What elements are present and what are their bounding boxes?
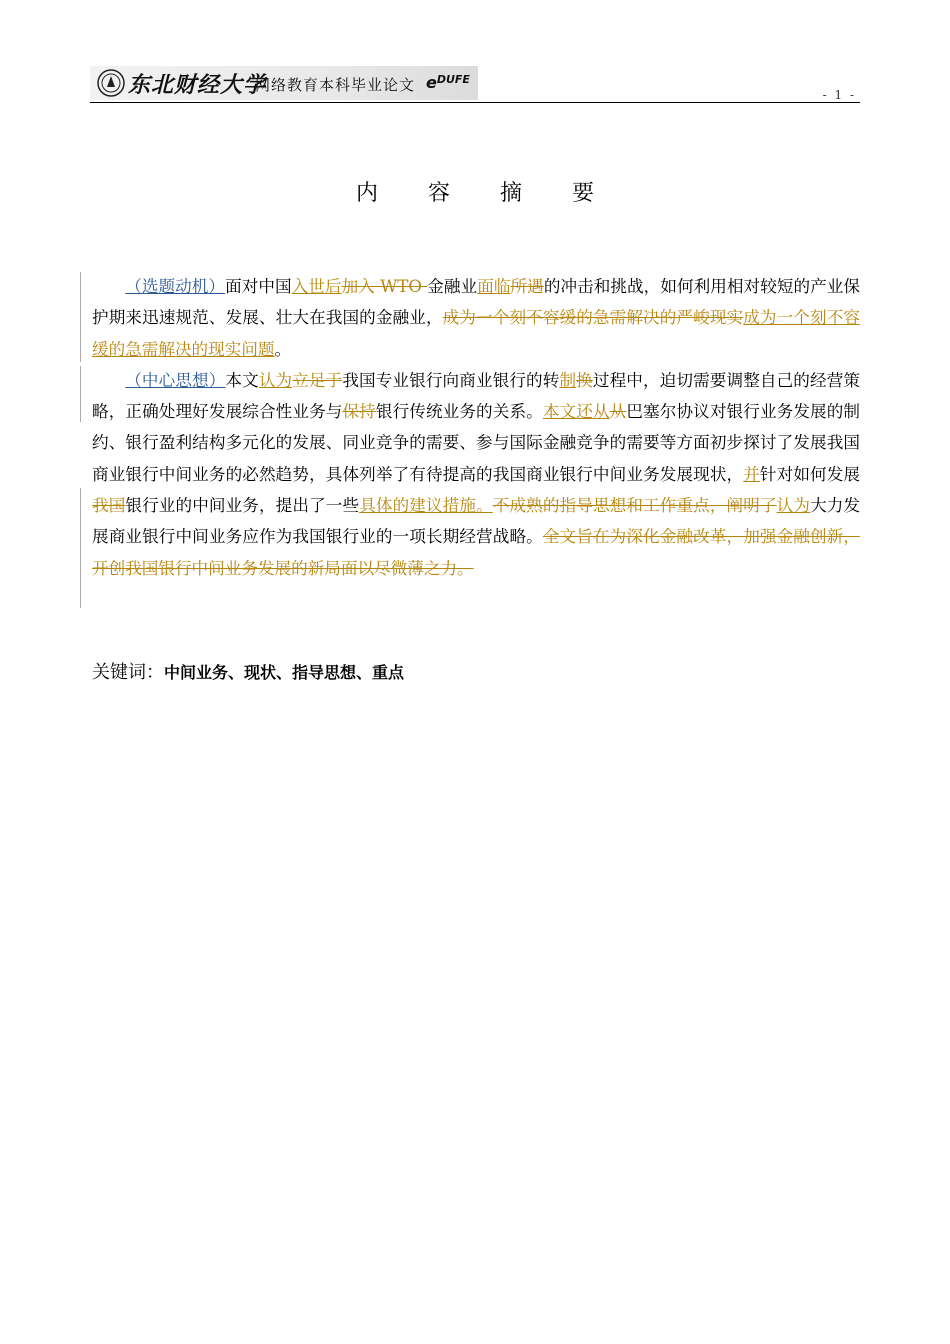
- inserted-text: 成为一个刻不容缓的急需解决的现实问题: [92, 308, 860, 359]
- inserted-text: 认为: [258, 370, 293, 390]
- university-seal-icon: [97, 69, 125, 97]
- body-text: 的冲击和挑战，如何利用相对较短的产业保护期来迅速规范、发展、壮大在我国的金融业，: [92, 277, 861, 328]
- page-header: [90, 66, 860, 102]
- body-text: 巴塞尔协议对银行业务发展的制约、银行盈利结构多元化的发展、同业竞争的需要、参与国际金融竞争的需要等方面初步探讨了发展我国商业银行中间业务的必然趋势，具体列举了有待提高的我国商业银行中间业务发展现状，: [92, 402, 861, 484]
- deleted-text: 立足于: [292, 370, 343, 390]
- thesis-subtitle: 网络教育本科毕业论文: [255, 76, 416, 94]
- title-char: 内: [355, 181, 378, 206]
- page-title: [0, 176, 950, 207]
- body-text: 我国专业银行向商业银行的转: [342, 370, 560, 390]
- deleted-text: 从: [609, 402, 627, 422]
- deleted-text: 加入 WTO: [341, 277, 428, 296]
- deleted-text: 保持: [342, 402, 376, 422]
- change-bar: [80, 488, 81, 608]
- inserted-text: 并: [743, 464, 760, 484]
- deleted-text: 换: [576, 370, 593, 390]
- body-text: 针对如何发展: [759, 464, 861, 484]
- title-char: 容: [427, 181, 450, 206]
- page-number: - 1 -: [822, 88, 856, 102]
- inserted-text: 认为: [776, 496, 811, 516]
- section-label: （选题动机）: [125, 277, 226, 296]
- dufe-logo-text: DUFE: [436, 73, 470, 86]
- body-text: 金融业: [427, 277, 478, 296]
- body-text: 本文: [225, 370, 259, 390]
- inserted-text: 制: [559, 370, 577, 390]
- change-bar: [80, 366, 81, 422]
- deleted-text: 全文旨在为深化金融改革，加强金融创新，开创我国银行中间业务发展的新局面以尽微薄之力。: [92, 527, 860, 578]
- body-text: 大力发展商业银行中间业务应作为我国银行业的一项长期经营战略。: [92, 496, 861, 547]
- inserted-text: 本文还从: [542, 402, 610, 422]
- body-text: 过程中，迫切需要调整自己的经营策略，正确处理好发展综合性业务与: [92, 370, 861, 422]
- body-text: 银行业的中间业务，提出了一些: [125, 496, 360, 516]
- body-text: 银行传统业务的关系。: [375, 402, 543, 422]
- change-bar: [80, 272, 81, 362]
- abstract-body: [92, 271, 860, 584]
- body-text: 。: [274, 339, 292, 359]
- deleted-text: 所遇: [510, 277, 544, 296]
- deleted-text: 我国: [92, 496, 126, 516]
- title-char: 要: [572, 181, 595, 206]
- deleted-text: 不成熟的指导思想和工作重点，阐明了: [492, 496, 777, 516]
- title-char: 摘: [500, 181, 523, 206]
- header-rule: [90, 102, 860, 103]
- keywords-value: 中间业务、现状、指导思想、重点: [164, 663, 405, 682]
- body-text: 面对中国: [225, 277, 292, 296]
- university-name: 东北财经大学: [128, 72, 267, 98]
- keywords-line: [92, 658, 404, 684]
- inserted-text: 具体的建议措施。: [359, 496, 493, 516]
- dufe-logo: eDUFE: [426, 73, 470, 92]
- abstract-paragraph-motivation: [92, 271, 860, 365]
- keywords-label: 关键词：: [92, 662, 164, 683]
- header-banner: [90, 66, 478, 100]
- inserted-text: 入世后: [291, 277, 342, 296]
- inserted-text: 面临: [477, 277, 511, 296]
- abstract-paragraph-thesis: [92, 365, 860, 584]
- section-label: （中心思想）: [125, 370, 226, 390]
- deleted-text: 成为一个刻不容缓的急需解决的严峻现实: [442, 308, 744, 328]
